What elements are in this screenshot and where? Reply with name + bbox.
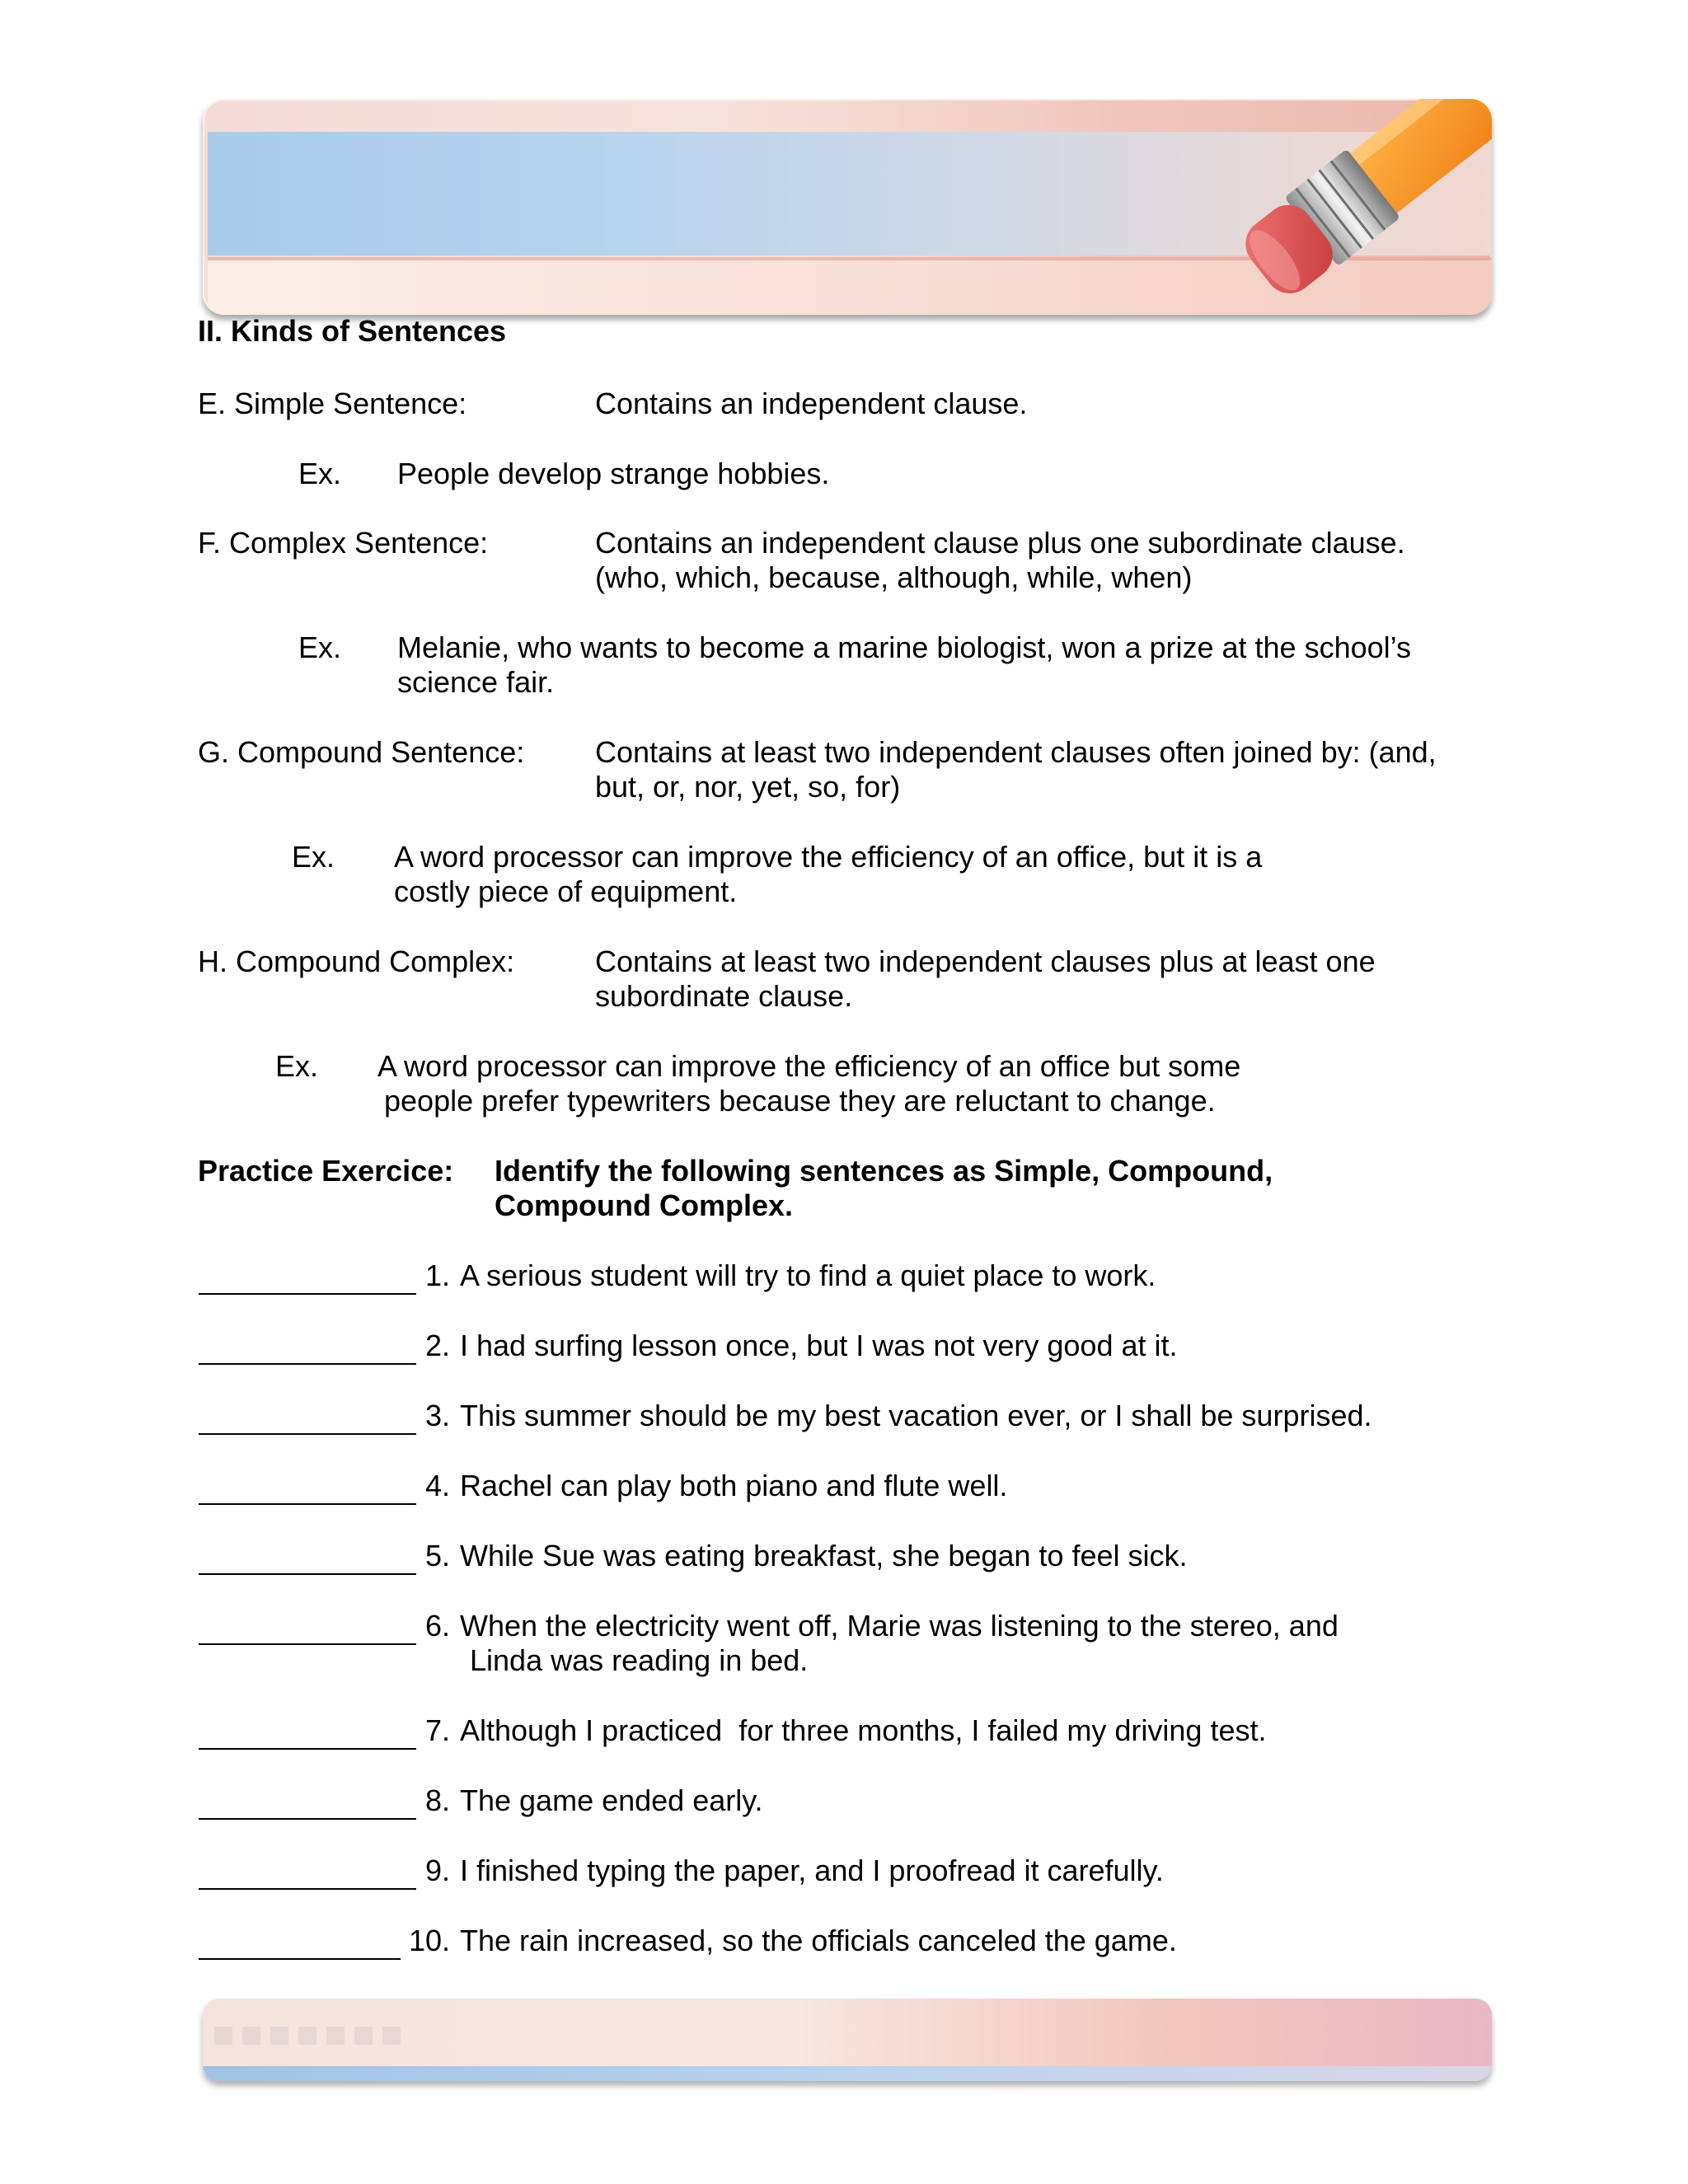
item-number: 6. [425, 1609, 451, 1643]
practice-instruction-line2: Compound Complex. [495, 1188, 793, 1222]
complex-sentence-definition-line2: (who, which, because, although, while, when) [595, 560, 1193, 594]
exercise-sentence-8: The game ended early. [460, 1783, 763, 1817]
exercise-sentence-10: The rain increased, so the officials canceled the game. [460, 1924, 1177, 1957]
banner-pattern [214, 2027, 404, 2045]
compound-sentence-example-line2: costly piece of equipment. [394, 874, 738, 908]
compound-complex-definition-line2: subordinate clause. [595, 979, 853, 1013]
complex-sentence-example: Melanie, who wants to become a marine biologist, won a prize at the school’s [397, 630, 1411, 664]
item-number: 2. [425, 1329, 451, 1362]
header-banner [203, 99, 1492, 315]
compound-complex-label: H. Compound Complex: [198, 944, 515, 978]
item-number: 3. [425, 1399, 451, 1432]
banner-blue-strip [203, 2066, 1492, 2081]
answer-blank-1[interactable] [199, 1293, 416, 1295]
section-heading: II. Kinds of Sentences [198, 314, 507, 348]
answer-blank-3[interactable] [199, 1433, 416, 1435]
simple-sentence-label: E. Simple Sentence: [198, 387, 467, 420]
item-number: 10. [409, 1924, 451, 1957]
example-label: Ex. [275, 1049, 319, 1083]
compound-sentence-definition-line2: but, or, nor, yet, so, for) [595, 770, 901, 804]
exercise-sentence-7: Although I practiced for three months, I failed my driving test. [460, 1713, 1267, 1747]
item-number: 8. [425, 1783, 451, 1817]
answer-blank-7[interactable] [199, 1748, 416, 1750]
item-number: 1. [425, 1258, 451, 1292]
example-label: Ex. [298, 630, 342, 664]
compound-sentence-example: A word processor can improve the efficiency of an office, but it is a [394, 840, 1263, 874]
practice-instruction: Identify the following sentences as Simple, Compound, [495, 1154, 1273, 1188]
compound-complex-example: A word processor can improve the efficiency of an office but some [377, 1049, 1241, 1083]
exercise-sentence-3: This summer should be my best vacation ever, or I shall be surprised. [460, 1399, 1372, 1432]
complex-sentence-example-line2: science fair. [397, 665, 555, 699]
exercise-sentence-1: A serious student will try to find a quiet place to work. [460, 1258, 1156, 1292]
practice-label: Practice Exercice: [198, 1154, 454, 1188]
compound-complex-definition: Contains at least two independent clauses plus at least one [595, 944, 1376, 978]
complex-sentence-definition: Contains an independent clause plus one subordinate clause. [595, 526, 1405, 560]
complex-sentence-label: F. Complex Sentence: [198, 526, 489, 560]
exercise-sentence-5: While Sue was eating breakfast, she began to feel sick. [460, 1539, 1188, 1572]
simple-sentence-example: People develop strange hobbies. [397, 457, 830, 490]
exercise-sentence-4: Rachel can play both piano and flute well. [460, 1469, 1008, 1502]
exercise-sentence-2: I had surfing lesson once, but I was not very good at it. [460, 1329, 1178, 1362]
compound-complex-example-line2: people prefer typewriters because they are reluctant to change. [384, 1084, 1216, 1118]
compound-sentence-label: G. Compound Sentence: [198, 735, 525, 769]
answer-blank-4[interactable] [199, 1503, 416, 1505]
pencil-eraser-icon [1179, 99, 1492, 315]
exercise-sentence-6-line2: Linda was reading in bed. [470, 1643, 809, 1677]
footer-banner [203, 1999, 1492, 2081]
item-number: 7. [425, 1713, 451, 1747]
simple-sentence-definition: Contains an independent clause. [595, 387, 1028, 420]
exercise-sentence-9: I finished typing the paper, and I proofread it carefully. [460, 1854, 1164, 1887]
answer-blank-6[interactable] [199, 1643, 416, 1645]
item-number: 4. [425, 1469, 451, 1502]
compound-sentence-definition: Contains at least two independent clauses often joined by: (and, [595, 735, 1437, 769]
example-label: Ex. [292, 840, 335, 874]
answer-blank-9[interactable] [199, 1888, 416, 1890]
item-number: 9. [425, 1854, 451, 1887]
answer-blank-2[interactable] [199, 1363, 416, 1365]
item-number: 5. [425, 1539, 451, 1572]
answer-blank-5[interactable] [199, 1573, 416, 1575]
exercise-sentence-6: When the electricity went off, Marie was listening to the stereo, and [460, 1609, 1339, 1643]
answer-blank-8[interactable] [199, 1818, 416, 1820]
answer-blank-10[interactable] [199, 1958, 401, 1960]
example-label: Ex. [298, 457, 342, 490]
